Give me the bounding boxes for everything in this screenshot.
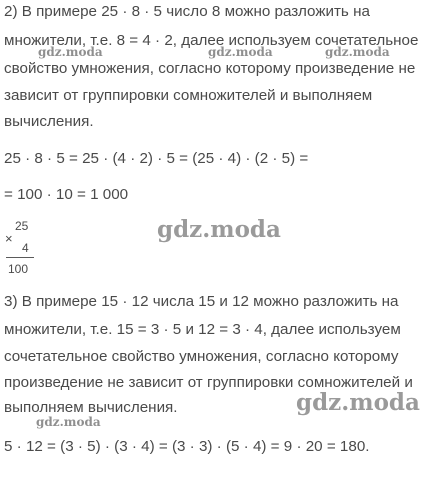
column-top-number: 25: [15, 219, 29, 233]
column-result: 100: [8, 262, 29, 276]
column-rule: [6, 257, 34, 258]
watermark: gdz.moda: [325, 45, 390, 59]
p3-line-2: множители, т.е. 15 = 3 · 5 и 12 = 3 · 4, далее используем: [4, 321, 401, 338]
p2-equation-1: 25 · 8 · 5 = 25 · (4 · 2) · 5 = (25 · 4) · (2 · 5) =: [4, 150, 309, 167]
watermark: gdz.moda: [38, 45, 103, 59]
watermark: gdz.moda: [296, 389, 420, 416]
column-bottom-number: 4: [22, 241, 29, 255]
p3-line-1: 3) В примере 15 · 12 числа 15 и 12 можно разложить на: [4, 293, 399, 310]
watermark: gdz.moda: [208, 45, 273, 59]
multiply-sign: ×: [5, 231, 13, 246]
p2-line-3: свойство умножения, согласно которому произведение не: [4, 60, 416, 77]
p2-line-5: вычисления.: [4, 113, 94, 130]
p2-equation-2: = 100 · 10 = 1 000: [4, 186, 129, 203]
p3-equation: 5 · 12 = (3 · 5) · (3 · 4) = (3 · 3) · (5 · 4) = 9 · 20 = 180.: [4, 438, 370, 455]
p2-line-2: множители, т.е. 8 = 4 · 2, далее используем сочетательное: [4, 32, 419, 49]
p3-line-4: произведение не зависит от группировки сомножителей и: [4, 374, 413, 391]
watermark: gdz.moda: [157, 216, 281, 243]
watermark: gdz.moda: [36, 415, 101, 429]
p2-line-4: зависит от группировки сомножителей и выполняем: [4, 87, 373, 104]
p2-line-1: 2) В примере 25 · 8 · 5 число 8 можно разложить на: [4, 3, 370, 20]
p3-line-3: сочетательное свойство умножения, согласно которому: [4, 348, 399, 365]
p3-line-5: выполняем вычисления.: [4, 399, 178, 416]
